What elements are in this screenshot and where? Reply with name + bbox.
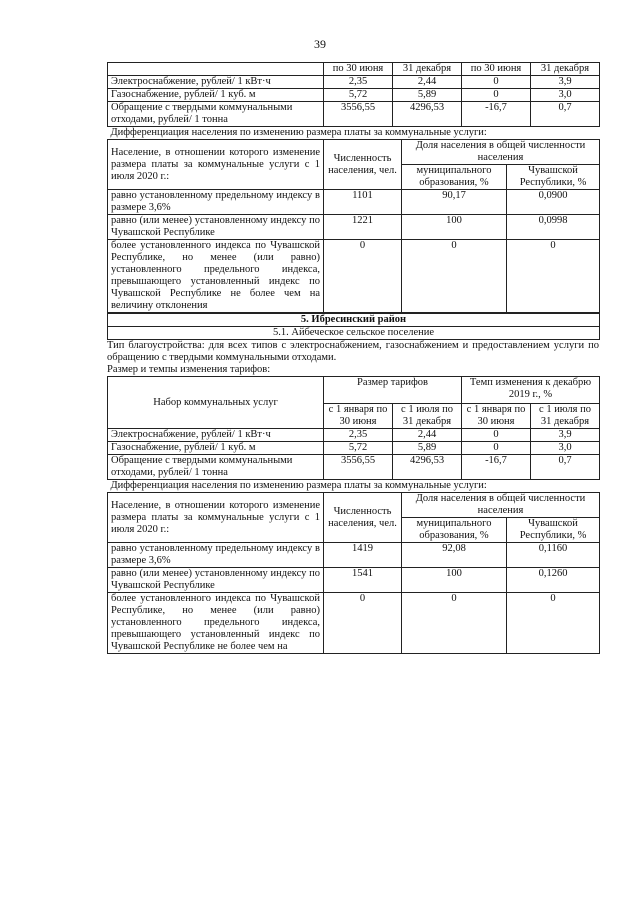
table-row <box>108 102 600 127</box>
diff-value: 100 <box>402 568 507 593</box>
table-row <box>108 240 600 313</box>
diff-row-name: более установленного индекса по Чувашской Республике, но менее (или равно) установленного предельного индекса, превышающего установленный индекс по Чувашской Республике не более чем на <box>108 593 324 654</box>
diff-header-share: Доля населения в общей численности населения <box>402 140 600 165</box>
diff-title: Дифференциация населения по изменению размера платы за коммунальные услуги: <box>110 127 487 138</box>
document-content <box>107 62 599 654</box>
diff-header-col2: Численность населения, чел. <box>324 140 402 190</box>
diff-value: 0 <box>507 593 600 654</box>
period-header: 31 декабря <box>393 63 462 76</box>
diff-header-col3: муниципального образования, % <box>402 518 507 543</box>
tariff-value: 3556,55 <box>324 102 393 127</box>
period-header: 31 декабря <box>531 63 600 76</box>
diff-value: 100 <box>402 215 507 240</box>
table-row <box>108 190 600 215</box>
table-row <box>108 89 600 102</box>
period-header-row <box>108 63 600 76</box>
tariff-value: 0 <box>462 76 531 89</box>
district-title: 5. Ибресинский район <box>108 314 600 327</box>
tariff-value: 2,35 <box>324 429 393 442</box>
table-row <box>108 455 600 480</box>
table-row <box>108 442 600 455</box>
tariff-header-blank <box>108 63 324 76</box>
diff-row-name: более установленного индекса по Чувашской Республике, но менее (или равно) установленного предельного индекса, превышающего установленный индекс по Чувашской Республике не более чем на величину отклонения <box>108 240 324 313</box>
tariff-table-1 <box>107 62 600 127</box>
tariff-value: 2,35 <box>324 76 393 89</box>
table-row <box>108 215 600 240</box>
diff-row-name: равно установленному предельному индексу в размере 3,6% <box>108 190 324 215</box>
diff-table-2 <box>107 480 600 654</box>
diff-row-name: равно установленному предельному индексу в размере 3,6% <box>108 543 324 568</box>
tariff-value: 5,72 <box>324 442 393 455</box>
diff-value: 1541 <box>324 568 402 593</box>
diff-title-row <box>108 480 600 493</box>
table-row <box>108 568 600 593</box>
section2-headings <box>107 313 600 340</box>
tariff-header-size: Размер тарифов <box>324 377 462 404</box>
diff-header-col1: Население, в отношении которого изменение размера платы за коммунальные услуги с 1 июля 2020 г.: <box>108 140 324 190</box>
diff-header-col4: Чувашской Республики, % <box>507 518 600 543</box>
table-row <box>108 543 600 568</box>
diff-value: 0 <box>507 240 600 313</box>
period-header: с 1 июля по 31 декабря <box>531 404 600 429</box>
page-number: 39 <box>314 37 326 51</box>
diff-value: 0 <box>402 240 507 313</box>
tariff-value: 4296,53 <box>393 455 462 480</box>
rates-title: Размер и темпы изменения тарифов: <box>107 364 271 375</box>
diff-value: 0 <box>324 240 402 313</box>
period-header: с 1 января по 30 июня <box>462 404 531 429</box>
diff-value: 1101 <box>324 190 402 215</box>
diff-title: Дифференциация населения по изменению размера платы за коммунальные услуги: <box>110 480 487 491</box>
diff-value: 90,17 <box>402 190 507 215</box>
tariff-name: Обращение с твердыми коммунальными отходами, рублей/ 1 тонна <box>108 455 324 480</box>
tariff-value: -16,7 <box>462 102 531 127</box>
diff-header-row <box>108 140 600 165</box>
table-row <box>108 76 600 89</box>
diff-header-col2: Численность населения, чел. <box>324 493 402 543</box>
improvement-type: Тип благоустройства: для всех типов с электроснабжением, газоснабжением и предоставлением услуги по обращению с твердыми коммунальными отходами. <box>107 340 599 363</box>
diff-table-1 <box>107 127 600 313</box>
tariff-name: Электроснабжение, рублей/ 1 кВт·ч <box>108 429 324 442</box>
tariff-value: 0 <box>462 429 531 442</box>
tariff-header-rate: Темп изменения к декабрю 2019 г., % <box>462 377 600 404</box>
diff-header-row <box>108 493 600 518</box>
tariff-value: 3,9 <box>531 429 600 442</box>
tariff-value: 5,89 <box>393 442 462 455</box>
tariff-name: Газоснабжение, рублей/ 1 куб. м <box>108 442 324 455</box>
tariff-value: 0,7 <box>531 455 600 480</box>
tariff-value: 5,89 <box>393 89 462 102</box>
table-row <box>108 429 600 442</box>
tariff-name: Газоснабжение, рублей/ 1 куб. м <box>108 89 324 102</box>
diff-value: 0,0998 <box>507 215 600 240</box>
tariff-value: 0 <box>462 89 531 102</box>
tariff-value: 3,0 <box>531 442 600 455</box>
tariff-value: 0,7 <box>531 102 600 127</box>
diff-header-col4: Чувашской Республики, % <box>507 165 600 190</box>
tariff-value: 2,44 <box>393 429 462 442</box>
tariff-value: -16,7 <box>462 455 531 480</box>
period-header: по 30 июня <box>462 63 531 76</box>
diff-header-col3: муниципального образования, % <box>402 165 507 190</box>
diff-header-share: Доля населения в общей численности населения <box>402 493 600 518</box>
tariff-value: 3556,55 <box>324 455 393 480</box>
diff-row-name: равно (или менее) установленному индексу по Чувашской Республике <box>108 215 324 240</box>
period-header: с 1 января по 30 июня <box>324 404 393 429</box>
tariff-table-2 <box>107 376 600 480</box>
tariff-name: Электроснабжение, рублей/ 1 кВт·ч <box>108 76 324 89</box>
diff-value: 0,1260 <box>507 568 600 593</box>
tariff-name: Обращение с твердыми коммунальными отходами, рублей/ 1 тонна <box>108 102 324 127</box>
diff-title-row <box>108 127 600 140</box>
tariff-value: 3,0 <box>531 89 600 102</box>
tariff-value: 5,72 <box>324 89 393 102</box>
diff-value: 1419 <box>324 543 402 568</box>
diff-value: 92,08 <box>402 543 507 568</box>
diff-value: 0,0900 <box>507 190 600 215</box>
diff-value: 0,1160 <box>507 543 600 568</box>
tariff-value: 2,44 <box>393 76 462 89</box>
diff-value: 1221 <box>324 215 402 240</box>
tariff-header-row <box>108 377 600 404</box>
tariff-value: 4296,53 <box>393 102 462 127</box>
tariff-header-col1: Набор коммунальных услуг <box>108 377 324 429</box>
period-header: по 30 июня <box>324 63 393 76</box>
table-row <box>108 593 600 654</box>
settlement-title: 5.1. Айбеческое сельское поселение <box>108 327 600 340</box>
diff-value: 0 <box>324 593 402 654</box>
diff-value: 0 <box>402 593 507 654</box>
diff-header-col1: Население, в отношении которого изменение размера платы за коммунальные услуги с 1 июля 2020 г.: <box>108 493 324 543</box>
diff-row-name: равно (или менее) установленному индексу по Чувашской Республике <box>108 568 324 593</box>
tariff-value: 3,9 <box>531 76 600 89</box>
period-header: с 1 июля по 31 декабря <box>393 404 462 429</box>
tariff-value: 0 <box>462 442 531 455</box>
